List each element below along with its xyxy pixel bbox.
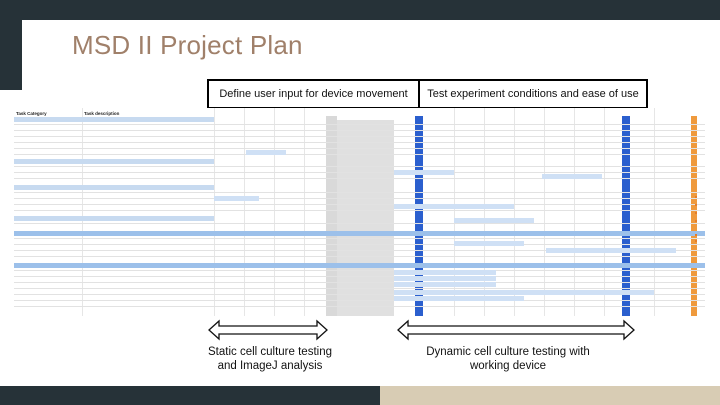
gantt-bar <box>394 276 496 281</box>
grey-column-b <box>337 120 394 316</box>
double-arrow-right <box>396 319 636 341</box>
col-task-description: Task description <box>84 111 120 116</box>
gantt-bar <box>454 218 534 223</box>
blue-column-right <box>622 116 630 316</box>
grid-line <box>574 108 575 316</box>
gantt-bar <box>546 248 676 253</box>
marker-dot <box>695 220 697 222</box>
grid-row-line <box>14 223 705 224</box>
top-bar <box>0 0 720 20</box>
grid-row-line <box>14 244 705 245</box>
gantt-bar <box>394 170 454 175</box>
grid-row-line <box>14 270 705 271</box>
marker-dot <box>695 240 697 242</box>
grid-row-line <box>14 136 705 137</box>
corner-block <box>0 20 22 90</box>
gantt-bar <box>394 282 496 287</box>
grid-row-line <box>14 282 705 283</box>
grid-line <box>244 108 245 316</box>
grid-row-line <box>14 154 705 155</box>
section-band <box>14 185 214 190</box>
label-right-box <box>418 79 648 109</box>
grid-row-line <box>14 130 705 131</box>
gantt-bar <box>214 196 259 201</box>
grid-line <box>654 108 655 316</box>
grid-row-line <box>14 238 705 239</box>
gantt-bar <box>454 241 524 246</box>
grid-line <box>274 108 275 316</box>
grid-row-line <box>14 306 705 307</box>
grid-row-line <box>14 124 705 125</box>
grid-row-line <box>14 142 705 143</box>
grid-line <box>214 108 215 316</box>
section-band <box>14 117 214 122</box>
grid-line <box>544 108 545 316</box>
section-band <box>14 159 214 164</box>
grid-row-line <box>14 166 705 167</box>
grid-line <box>514 108 515 316</box>
gantt-spreadsheet <box>14 108 705 316</box>
marker-dot <box>695 234 697 236</box>
double-arrow-left <box>207 319 329 341</box>
grid-row-line <box>14 256 705 257</box>
marker-dot <box>695 196 697 198</box>
grid-row-line <box>14 192 705 193</box>
caption-left-text: Static cell culture testing and ImageJ analysis <box>207 346 332 372</box>
grid-row-line <box>14 210 705 211</box>
grid-row-line <box>14 172 705 173</box>
label-left-text: Define user input for device movement <box>219 88 408 100</box>
section-band-highlight <box>14 231 705 236</box>
orange-column <box>691 116 697 316</box>
grid-row-line <box>14 204 705 205</box>
grid-row-line <box>14 198 705 199</box>
grid-line <box>82 108 83 316</box>
marker-dot <box>695 212 697 214</box>
section-band <box>14 216 214 221</box>
grid-row-line <box>14 288 705 289</box>
col-task-category: Task Category <box>16 111 47 116</box>
gantt-bar <box>394 296 524 301</box>
page-title: MSD II Project Plan <box>72 30 303 60</box>
grid-line <box>604 108 605 316</box>
gantt-bar <box>246 150 286 155</box>
label-left-box <box>207 79 420 109</box>
grid-row-line <box>14 276 705 277</box>
section-band-highlight <box>14 263 705 268</box>
grid-line <box>304 108 305 316</box>
label-right-text: Test experiment conditions and ease of use <box>427 88 639 100</box>
grid-row-line <box>14 300 705 301</box>
grey-column-a <box>326 116 337 316</box>
gantt-bar <box>394 204 514 209</box>
caption-right-text: Dynamic cell culture testing with working device <box>426 346 590 372</box>
gantt-bar <box>542 174 602 179</box>
caption-right <box>398 345 618 373</box>
grid-row-line <box>14 148 705 149</box>
caption-left <box>180 345 360 373</box>
gantt-bar <box>394 270 496 275</box>
marker-dot <box>695 204 697 206</box>
gantt-bar <box>394 290 654 295</box>
bottom-accent <box>380 386 720 405</box>
